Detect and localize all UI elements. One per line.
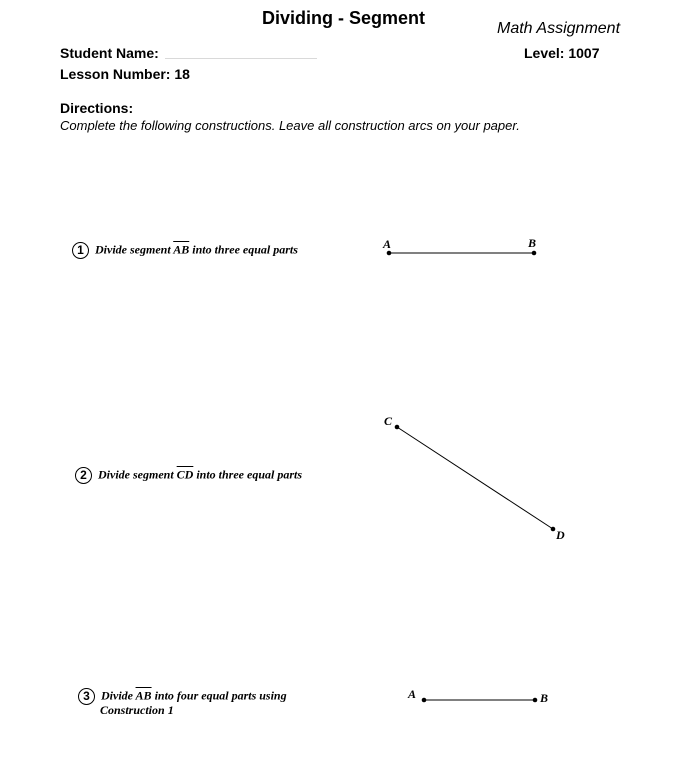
label-d: D	[556, 528, 565, 542]
level-label: Level: 1007	[524, 45, 600, 61]
point-c[interactable]	[395, 425, 400, 430]
label-a-1: A	[383, 237, 392, 251]
point-b-1[interactable]	[532, 251, 537, 256]
label-b-3: B	[540, 691, 549, 705]
problem-2-text-pre: Divide segment	[98, 467, 177, 482]
problem-1-text-post: into three equal parts	[189, 242, 298, 257]
problem-3-text-post: into four equal parts using	[151, 688, 287, 703]
lesson-number: Lesson Number: 18	[60, 66, 190, 82]
label-c: C	[384, 414, 393, 428]
problem-number-3: 3	[78, 688, 95, 705]
directions-text: Complete the following constructions. Leave all construction arcs on your paper.	[60, 118, 520, 133]
problem-2-text-post: into three equal parts	[193, 467, 303, 482]
problem-3-segment: $\overline{AB}$	[135, 688, 152, 703]
problem-1-segment: $\overline{AB}$	[173, 242, 190, 257]
problem-3-text-pre: Divide	[101, 688, 136, 703]
directions-heading: Directions:	[60, 100, 134, 116]
page-title: Dividing - Segment	[261, 8, 425, 28]
segment-cd[interactable]	[397, 427, 553, 529]
point-d[interactable]	[551, 527, 556, 532]
problem-number-2: 2	[75, 467, 92, 484]
label-a-3: A	[408, 687, 417, 701]
problem-number-1: 1	[72, 242, 89, 259]
student-name-label: Student Name:	[60, 45, 159, 61]
point-a-3[interactable]	[422, 698, 427, 703]
problem-3-line-2: Construction 1	[100, 703, 174, 717]
point-a-1[interactable]	[387, 251, 392, 256]
assignment-label: Math Assignment	[497, 20, 621, 37]
point-b-3[interactable]	[533, 698, 538, 703]
problem-1-text-pre: Divide segment	[95, 242, 174, 257]
problem-2-segment: $\overline{CD}$	[176, 467, 194, 482]
label-b-1: B	[528, 236, 537, 250]
